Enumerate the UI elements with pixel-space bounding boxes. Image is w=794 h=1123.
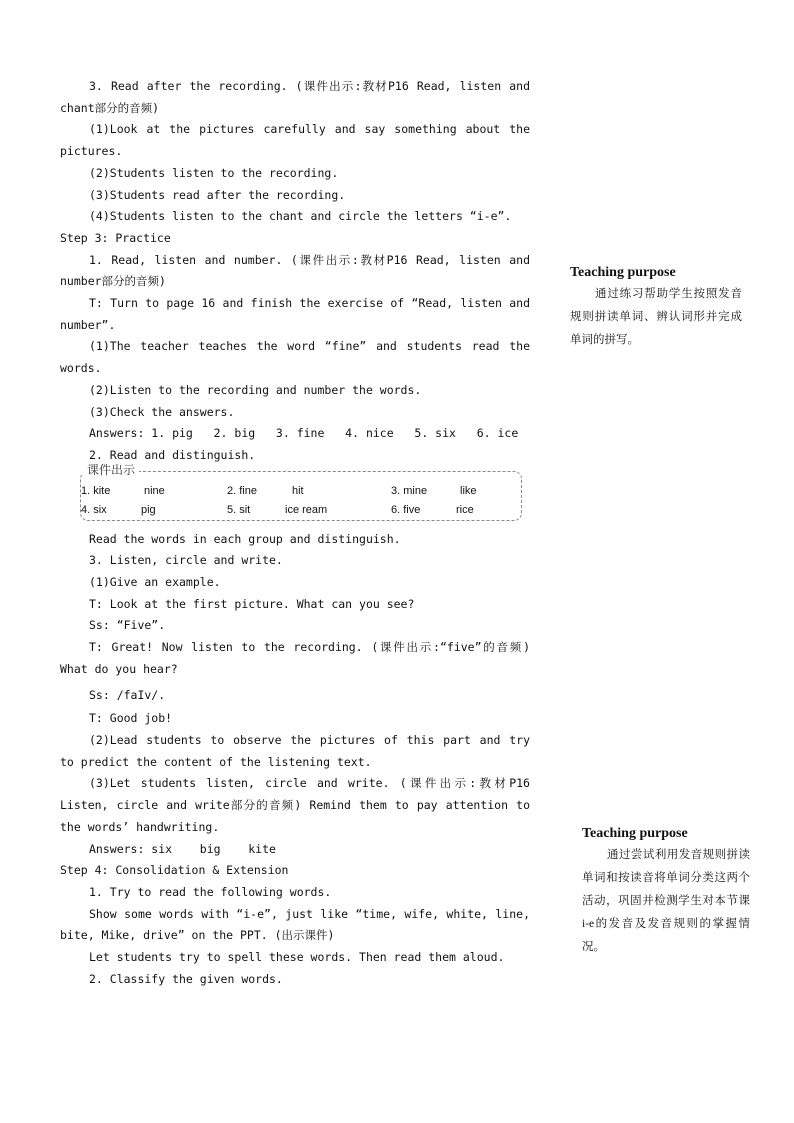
- step-item: Show some words with “i-e”, just like “time, wife, white, line, bite, Mike, drive” on the PPT. (出示课件): [60, 906, 530, 943]
- step-item: T: Look at the first picture. What can you see?: [89, 596, 415, 611]
- step-item: (1)The teacher teaches the word “fine” and students read the words.: [60, 339, 530, 376]
- step-item: (1)Look at the pictures carefully and say something about the pictures.: [60, 122, 530, 159]
- teaching-purpose-title: Teaching purpose: [570, 265, 676, 280]
- step-heading: Step 4: Consolidation & Extension: [60, 863, 289, 878]
- word-cell: 1. kite: [81, 484, 111, 497]
- word-cell: nine: [144, 484, 165, 497]
- teaching-purpose-body: 通过练习帮助学生按照发音规则拼读单词、辨认词形并完成单词的拼写。: [570, 288, 742, 346]
- word-cell: 5. sit: [227, 503, 251, 516]
- teaching-purpose-note-1: [570, 263, 742, 352]
- word-cell: rice: [456, 503, 474, 516]
- step-item: (1)Give an example.: [89, 575, 221, 590]
- step-item: 3. Read after the recording. (课件出示:教材P16 Read, listen and chant部分的音频): [60, 79, 530, 115]
- step-item: (2)Students listen to the recording.: [89, 165, 339, 180]
- step-item: 2. Classify the given words.: [89, 971, 283, 986]
- word-cell: like: [460, 484, 477, 497]
- word-cell: ice ream: [285, 503, 328, 516]
- word-cell: 3. mine: [391, 484, 428, 497]
- teaching-purpose-note-2: [582, 824, 750, 959]
- step-item: (3)Students read after the recording.: [89, 187, 346, 202]
- word-cell: pig: [141, 503, 156, 516]
- step-item: (3)Let students listen, circle and write. (课件出示:教材P16 Listen, circle and write部分的音频) Remind them to pay attention to the words’ handwriting.: [60, 776, 530, 834]
- step-item: Ss: “Five”.: [89, 618, 166, 633]
- step-item: Let students try to spell these words. Then read them aloud.: [89, 950, 505, 965]
- answers-line: Answers: six big kite: [89, 841, 276, 856]
- answers-line: Answers: 1. pig 2. big 3. fine 4. nice 5. six 6. ice: [89, 426, 519, 441]
- step-item: 2. Read and distinguish.: [89, 447, 256, 462]
- courseware-box-title: 课件出示: [83, 462, 139, 478]
- teaching-purpose-body: 通过尝试利用发音规则拼读单词和按读音将单词分类这两个活动，巩固并检测学生对本节课i-e的发音及发音规则的掌握情况。: [582, 849, 750, 953]
- step-item: T: Turn to page 16 and finish the exercise of “Read, listen and number”.: [60, 296, 530, 332]
- word-cell: 6. five: [391, 503, 421, 516]
- step-item: T: Great! Now listen to the recording. (课件出示:“five”的音频) What do you hear?: [60, 640, 530, 676]
- courseware-box: [80, 462, 522, 521]
- lesson-main-column: [60, 76, 530, 990]
- step-item: 3. Listen, circle and write.: [89, 553, 283, 568]
- step-item: 1. Try to read the following words.: [89, 884, 332, 899]
- step-item: (2)Lead students to observe the pictures of this part and try to predict the content of the listening text.: [60, 732, 530, 769]
- word-cell: hit: [292, 484, 304, 497]
- step-item: (2)Listen to the recording and number the words.: [89, 382, 422, 397]
- word-cell: 4. six: [81, 503, 107, 516]
- step-item: 1. Read, listen and number. (课件出示:教材P16 Read, listen and number部分的音频): [60, 252, 530, 289]
- step-heading: Step 3: Practice: [60, 230, 171, 245]
- teaching-purpose-title: Teaching purpose: [582, 826, 688, 841]
- step-item: (4)Students listen to the chant and circle the letters “i-e”.: [89, 209, 512, 224]
- word-cell: 2. fine: [227, 484, 257, 497]
- step-item: Ss: /faIv/.: [89, 687, 166, 702]
- step-item: Read the words in each group and distinguish.: [89, 531, 401, 546]
- step-item: T: Good job!: [89, 711, 173, 726]
- step-item: (3)Check the answers.: [89, 404, 235, 419]
